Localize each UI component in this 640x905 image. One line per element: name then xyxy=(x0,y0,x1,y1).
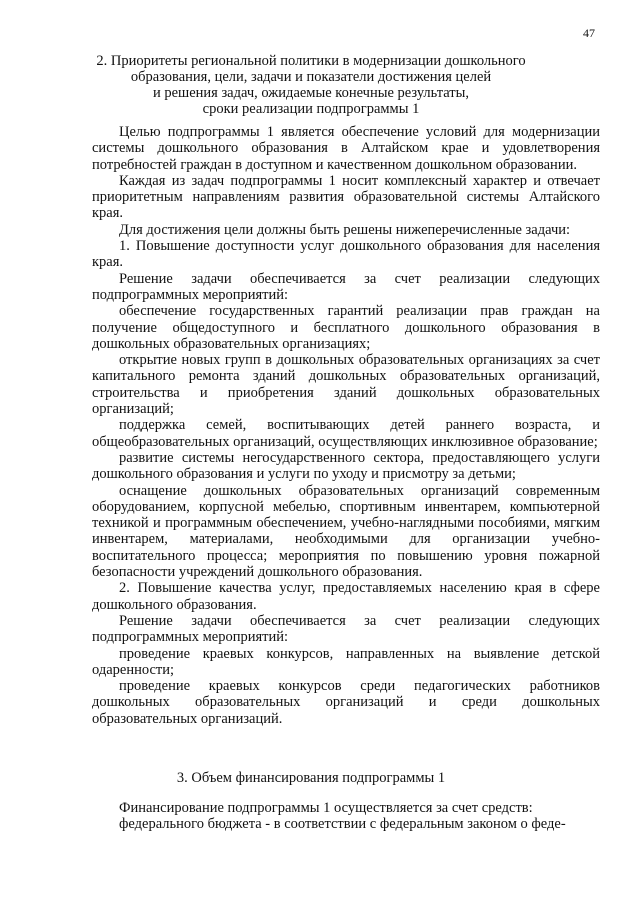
paragraph: развитие системы негосударственного сектора, предоставляющего услуги дошкольного образования и услуги по уходу и присмотру за детьми; xyxy=(92,449,600,483)
paragraph: Решение задачи обеспечивается за счет реализации следующих подпрограммных мероприятий: xyxy=(92,270,600,303)
heading-line: образования, цели, задачи и показатели достижения целей xyxy=(130,69,492,85)
paragraph: Финансирование подпрограммы 1 осуществляется за счет средств: xyxy=(119,800,533,816)
section-3-body xyxy=(92,800,600,833)
paragraph: Для достижения цели должны быть решены нижеперечисленные задачи: xyxy=(119,221,571,238)
paragraph: проведение краевых конкурсов среди педагогических работников дошкольных образовательных организаций и среди дошкольных образовательных организаций. xyxy=(92,678,600,727)
paragraph: поддержка семей, воспитывающих детей раннего возраста, и общеобразовательных организаций, осуществляющих инклюзивное образование; xyxy=(92,417,600,450)
paragraph: федерального бюджета - в соответствии с федеральным законом о феде- xyxy=(119,816,566,833)
page-number: 47 xyxy=(583,26,595,40)
heading-line: и решения задач, ожидаемые конечные результаты, xyxy=(152,85,470,101)
paragraph: 2. Повышение качества услуг, предоставляемых населению края в сфере дошкольного образования. xyxy=(92,580,600,613)
paragraph: Каждая из задач подпрограммы 1 носит комплексный характер и отвечает приоритетным направлениям развития образовательной системы Алтайского края. xyxy=(92,172,600,222)
paragraph: проведение краевых конкурсов, направленных на выявление детской одаренности; xyxy=(92,645,600,678)
section-2-heading xyxy=(96,53,526,117)
paragraph: 1. Повышение доступности услуг дошкольного образования для населения края. xyxy=(92,238,600,271)
section-3-heading: 3. Объем финансирования подпрограммы 1 xyxy=(176,770,446,786)
paragraph: открытие новых групп в дошкольных образовательных организациях за счет капитального ремонта зданий дошкольных образовательных организаций, строительства и приобретения зданий дошкольных образовательных организаций; xyxy=(92,352,600,418)
heading-line: сроки реализации подпрограммы 1 xyxy=(202,101,420,117)
paragraph: оснащение дошкольных образовательных организаций современным оборудованием, корпусной мебелью, спортивным инвентарем, компьютерной техникой и программным обеспечением, учебно-наглядными пособиями, мягким инвентарем, материалами, необходимыми для организации учебно-воспитательного процесса; мероприятия по повышению уровня пожарной безопасности учреждений дошкольного образования. xyxy=(92,482,600,581)
heading-line: 2. Приоритеты региональной политики в модернизации дошкольного xyxy=(96,53,526,69)
paragraph: Целью подпрограммы 1 является обеспечение условий для модернизации системы дошкольного образования в Алтайском крае и удовлетворения потребностей граждан в доступном и качественном дошкольном образовании. xyxy=(92,124,600,173)
section-2-body xyxy=(92,124,600,727)
paragraph: обеспечение государственных гарантий реализации прав граждан на получение общедоступного и бесплатного дошкольного образования в дошкольных образовательных организациях; xyxy=(92,303,600,352)
paragraph: Решение задачи обеспечивается за счет реализации следующих подпрограммных мероприятий: xyxy=(92,612,600,646)
